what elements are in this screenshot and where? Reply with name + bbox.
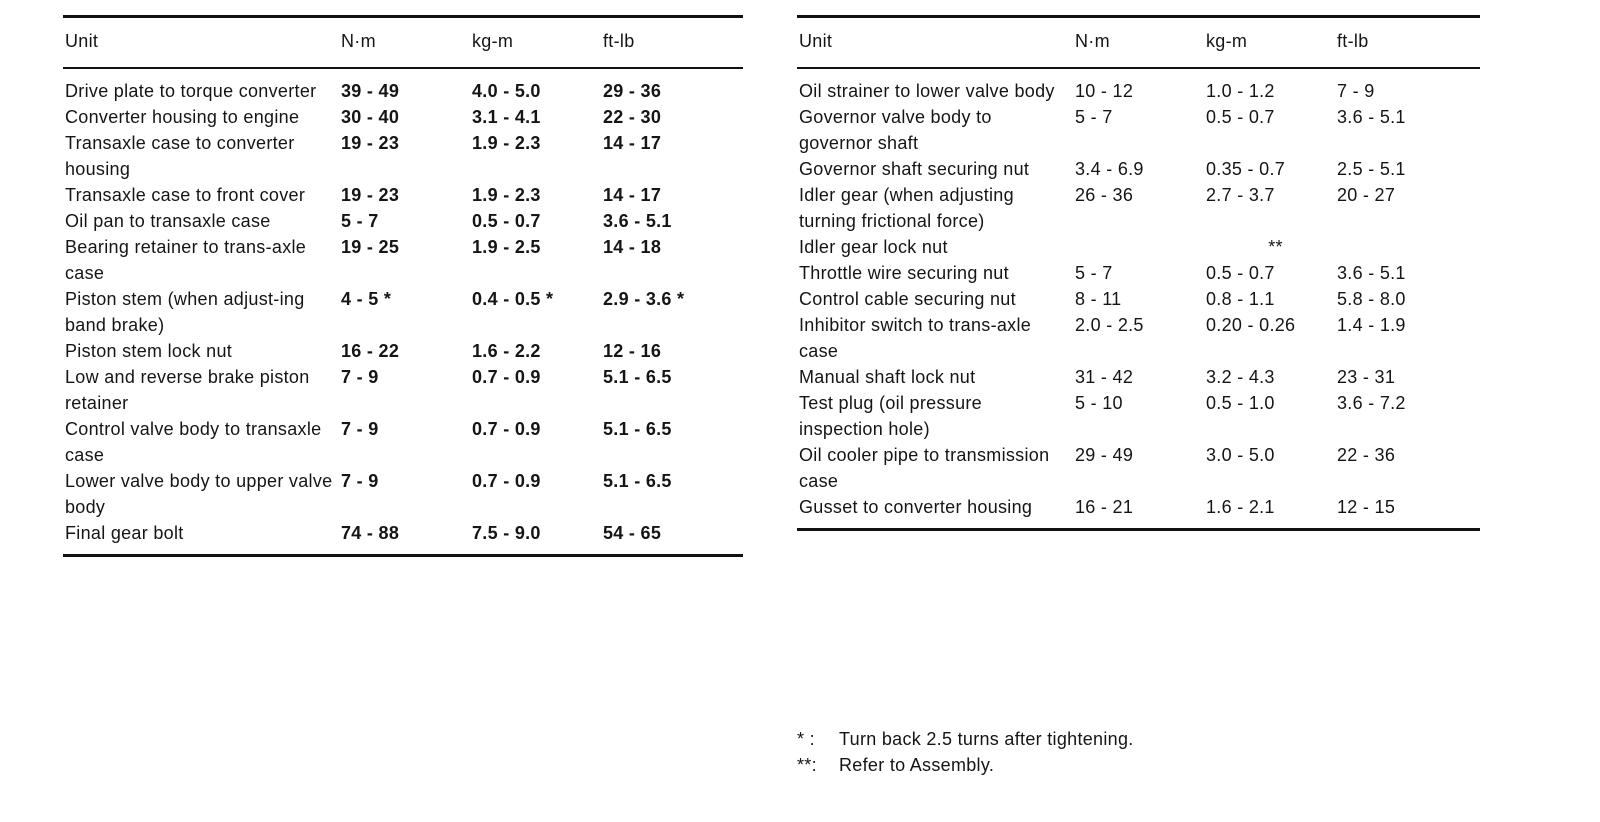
cell-nm: 26 - 36 [1075, 185, 1134, 205]
table-row [63, 520, 743, 556]
cell-kgm: 0.5 - 0.7 [1206, 263, 1275, 283]
table-row [63, 338, 743, 364]
cell-kgm: 1.9 - 2.3 [472, 185, 541, 205]
cell-ftlb: 5.1 - 6.5 [603, 471, 672, 491]
cell-ftlb: 3.6 - 7.2 [1337, 393, 1406, 413]
cell-unit: Inhibitor switch to trans-axle case [799, 315, 1032, 361]
table-row [797, 286, 1480, 312]
cell-unit: Governor valve body to governor shaft [799, 107, 992, 153]
table-row [797, 156, 1480, 182]
table-row [797, 312, 1480, 364]
cell-kgm: 0.5 - 1.0 [1206, 393, 1275, 413]
cell-unit: Control cable securing nut [799, 289, 1016, 309]
cell-ftlb: 2.5 - 5.1 [1337, 159, 1406, 179]
table-row [797, 104, 1480, 156]
cell-unit: Control valve body to transaxle case [65, 419, 322, 465]
cell-nm: 30 - 40 [341, 107, 400, 127]
cell-ftlb: 12 - 16 [603, 341, 662, 361]
footnote-double-asterisk [797, 752, 1134, 778]
cell-ftlb: 5.8 - 8.0 [1337, 289, 1406, 309]
cell-nm: 5 - 10 [1075, 393, 1123, 413]
cell-nm: 7 - 9 [341, 367, 379, 387]
cell-ftlb: 14 - 17 [603, 133, 662, 153]
cell-ftlb: 3.6 - 5.1 [603, 211, 672, 231]
footnote-mark: * : [797, 729, 815, 749]
cell-nm: 5 - 7 [341, 211, 379, 231]
cell-kgm: 1.9 - 2.5 [472, 237, 541, 257]
table-row [63, 234, 743, 286]
cell-unit: Governor shaft securing nut [799, 159, 1030, 179]
table-row [63, 286, 743, 338]
cell-nm: 74 - 88 [339, 520, 470, 556]
cell-unit: Manual shaft lock nut [799, 367, 976, 387]
cell-ftlb: 23 - 31 [1337, 367, 1396, 387]
table-row [797, 234, 1480, 260]
cell-kgm: 0.5 - 0.7 [1206, 107, 1275, 127]
cell-kgm: 2.7 - 3.7 [1206, 185, 1275, 205]
cell-nm: 5 - 7 [1075, 263, 1113, 283]
cell-ftlb: 3.6 - 5.1 [1337, 107, 1406, 127]
torque-table-left [63, 15, 743, 557]
cell-nm: 31 - 42 [1075, 367, 1134, 387]
cell-ftlb: 14 - 18 [603, 237, 662, 257]
cell-ftlb: 29 - 36 [603, 81, 662, 101]
cell-nm: 16 - 21 [1073, 494, 1204, 530]
header-unit: Unit [63, 17, 339, 69]
table-header-row [63, 17, 743, 69]
cell-unit: Piston stem lock nut [65, 341, 233, 361]
cell-kgm: 1.0 - 1.2 [1206, 81, 1275, 101]
cell-unit: Transaxle case to front cover [65, 185, 306, 205]
cell-kgm: 0.5 - 0.7 [472, 211, 541, 231]
cell-ftlb: 5.1 - 6.5 [603, 367, 672, 387]
cell-unit: Low and reverse brake piston retainer [65, 367, 310, 413]
cell-unit: Idler gear lock nut [799, 237, 948, 257]
cell-ftlb: 22 - 36 [1337, 445, 1396, 465]
footnotes [797, 726, 1134, 778]
table-row [63, 104, 743, 130]
cell-nm: 10 - 12 [1075, 81, 1134, 101]
cell-unit: Test plug (oil pressure inspection hole) [799, 393, 982, 439]
cell-unit: Converter housing to engine [65, 107, 300, 127]
header-ftlb: ft-lb [601, 17, 743, 69]
cell-ftlb: 3.6 - 5.1 [1337, 263, 1406, 283]
cell-unit: Oil strainer to lower valve body [799, 81, 1055, 101]
table-row [797, 442, 1480, 494]
footnote-text: Refer to Assembly. [839, 755, 995, 775]
cell-kgm: 0.35 - 0.7 [1206, 159, 1286, 179]
cell-unit: Oil pan to transaxle case [65, 211, 271, 231]
cell-unit: Oil cooler pipe to transmission case [799, 445, 1050, 491]
cell-kgm: 0.7 - 0.9 [472, 367, 541, 387]
cell-nm: 16 - 22 [341, 341, 400, 361]
cell-kgm: 3.0 - 5.0 [1206, 445, 1275, 465]
cell-unit: Idler gear (when adjusting turning frictional force) [799, 185, 1014, 231]
torque-table-right [797, 15, 1480, 531]
cell-ftlb: 5.1 - 6.5 [603, 419, 672, 439]
cell-nm: 19 - 23 [341, 133, 400, 153]
cell-unit: Lower valve body to upper valve body [65, 471, 333, 517]
header-kgm: kg-m [470, 17, 601, 69]
table-row [63, 68, 743, 104]
header-ftlb: ft-lb [1335, 17, 1480, 69]
cell-kgm: 0.7 - 0.9 [472, 419, 541, 439]
table-header-row [797, 17, 1480, 69]
cell-ftlb: 14 - 17 [603, 185, 662, 205]
cell-unit: Transaxle case to converter housing [65, 133, 295, 179]
footnote-mark: **: [797, 755, 817, 775]
footnote-single-asterisk [797, 726, 1134, 752]
table-row [797, 390, 1480, 442]
cell-unit: Final gear bolt [63, 520, 339, 556]
cell-unit: Piston stem (when adjust-ing band brake) [65, 289, 305, 335]
table-row [63, 182, 743, 208]
cell-nm: 7 - 9 [341, 419, 379, 439]
table-row [797, 494, 1480, 530]
cell-nm: 29 - 49 [1075, 445, 1134, 465]
footnote-text: Turn back 2.5 turns after tightening. [839, 729, 1134, 749]
cell-ftlb: 7 - 9 [1337, 81, 1375, 101]
cell-kgm: 1.6 - 2.1 [1204, 494, 1335, 530]
cell-nm: 2.0 - 2.5 [1075, 315, 1144, 335]
table-row [63, 416, 743, 468]
cell-ftlb: 2.9 - 3.6 * [603, 289, 685, 309]
table-row [63, 208, 743, 234]
cell-span-note: ** [1268, 237, 1283, 257]
cell-kgm: 1.6 - 2.2 [472, 341, 541, 361]
table-row [63, 468, 743, 520]
cell-ftlb: 20 - 27 [1337, 185, 1396, 205]
table-row [797, 68, 1480, 104]
cell-kgm: 7.5 - 9.0 [470, 520, 601, 556]
cell-nm: 8 - 11 [1075, 289, 1122, 309]
cell-ftlb: 22 - 30 [603, 107, 662, 127]
cell-kgm: 4.0 - 5.0 [472, 81, 541, 101]
cell-unit: Gusset to converter housing [797, 494, 1073, 530]
cell-ftlb: 54 - 65 [601, 520, 743, 556]
table-row [797, 364, 1480, 390]
table-row [797, 260, 1480, 286]
cell-kgm: 3.1 - 4.1 [472, 107, 541, 127]
cell-unit: Drive plate to torque converter [65, 81, 317, 101]
cell-nm: 19 - 25 [341, 237, 400, 257]
cell-nm: 5 - 7 [1075, 107, 1113, 127]
header-nm: N·m [339, 17, 470, 69]
header-kgm: kg-m [1204, 17, 1335, 69]
cell-ftlb: 1.4 - 1.9 [1337, 315, 1406, 335]
cell-ftlb: 12 - 15 [1335, 494, 1480, 530]
header-unit: Unit [797, 17, 1073, 69]
cell-nm: 7 - 9 [341, 471, 379, 491]
cell-kgm: 0.4 - 0.5 * [472, 289, 554, 309]
cell-nm: 19 - 23 [341, 185, 400, 205]
cell-unit: Throttle wire securing nut [799, 263, 1009, 283]
table-row [63, 364, 743, 416]
cell-kgm: 3.2 - 4.3 [1206, 367, 1275, 387]
cell-nm: 4 - 5 * [341, 289, 392, 309]
header-nm: N·m [1073, 17, 1204, 69]
cell-kgm: 0.8 - 1.1 [1206, 289, 1275, 309]
table-row [797, 182, 1480, 234]
cell-nm: 39 - 49 [341, 81, 400, 101]
cell-nm: 3.4 - 6.9 [1075, 159, 1144, 179]
cell-kgm: 1.9 - 2.3 [472, 133, 541, 153]
table-row [63, 130, 743, 182]
cell-kgm: 0.20 - 0.26 [1206, 315, 1296, 335]
cell-unit: Bearing retainer to trans-axle case [65, 237, 307, 283]
cell-kgm: 0.7 - 0.9 [472, 471, 541, 491]
